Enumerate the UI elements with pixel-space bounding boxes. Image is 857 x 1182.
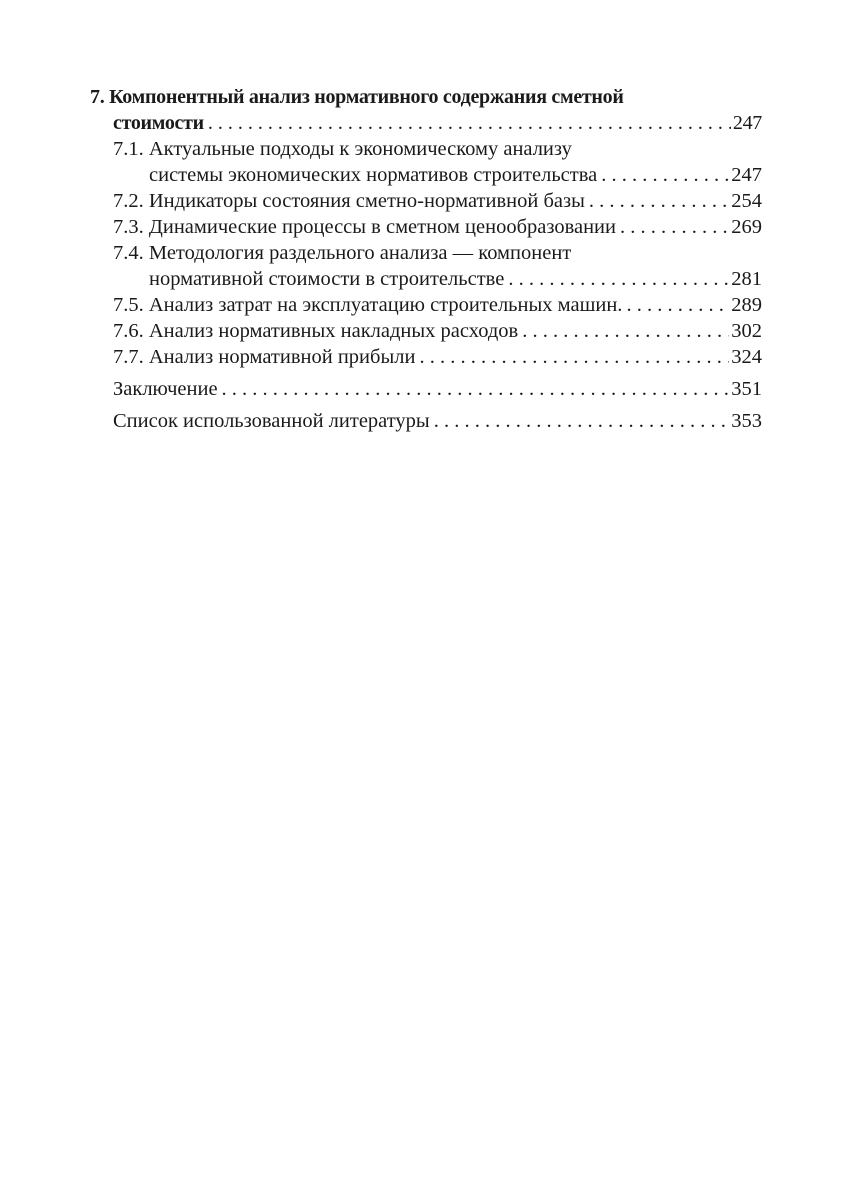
chapter-7-title-cont: стоимости xyxy=(113,112,204,134)
dot-leader xyxy=(522,318,729,344)
toc-entry-label-cont: нормативной стоимости в строительстве xyxy=(149,268,505,290)
toc-entry-page: 324 xyxy=(731,346,762,368)
toc-entry-label: 7.7. Анализ нормативной прибыли xyxy=(113,346,416,368)
toc-entry-page: 351 xyxy=(731,378,762,400)
toc-entry-page: 302 xyxy=(731,320,762,342)
dot-leader xyxy=(208,110,731,136)
toc-entry-label: 7.3. Динамические процессы в сметном ценообразовании xyxy=(113,216,616,238)
chapter-7-page: 247 xyxy=(732,112,762,134)
toc-entry-label: 7.6. Анализ нормативных накладных расходов xyxy=(113,320,519,342)
toc-entry-label: 7.1. Актуальные подходы к экономическому анализу xyxy=(113,138,572,160)
dot-leader xyxy=(601,162,729,188)
toc-entry-7-7 xyxy=(90,344,762,370)
chapter-7-title: 7. Компонентный анализ нормативного содержания сметной xyxy=(90,86,624,108)
toc-entry-7-6 xyxy=(90,318,762,344)
table-of-contents xyxy=(90,84,762,434)
toc-entry-7-4 xyxy=(90,240,762,266)
chapter-7-title-line2 xyxy=(90,110,762,136)
toc-entry-label: Список использованной литературы xyxy=(113,410,430,432)
toc-entry-7-1-cont xyxy=(90,162,762,188)
toc-entry-page: 289 xyxy=(731,294,762,316)
toc-entry-page: 269 xyxy=(731,216,762,238)
toc-entry-label: 7.4. Методология раздельного анализа — компонент xyxy=(113,242,572,264)
dot-leader xyxy=(620,214,729,240)
toc-entry-label: 7.2. Индикаторы состояния сметно-нормативной базы xyxy=(113,190,585,212)
dot-leader xyxy=(222,376,730,402)
dot-leader xyxy=(508,266,729,292)
toc-entry-label-cont: системы экономических нормативов строительства xyxy=(149,164,598,186)
toc-entry-label: 7.5. Анализ затрат на эксплуатацию строительных машин. xyxy=(113,294,623,316)
dot-leader xyxy=(419,344,729,370)
toc-entry-7-2 xyxy=(90,188,762,214)
toc-entry-7-1 xyxy=(90,136,762,162)
chapter-7-title-line1 xyxy=(90,84,762,110)
toc-entry-7-4-cont xyxy=(90,266,762,292)
toc-entry-page: 254 xyxy=(731,190,762,212)
toc-entry-references xyxy=(90,408,762,434)
dot-leader xyxy=(626,292,729,318)
dot-leader xyxy=(434,408,730,434)
toc-entry-page: 247 xyxy=(731,164,762,186)
toc-entry-7-5 xyxy=(90,292,762,318)
toc-entry-page: 353 xyxy=(731,410,762,432)
toc-entry-7-3 xyxy=(90,214,762,240)
toc-entry-conclusion xyxy=(90,376,762,402)
toc-entry-page: 281 xyxy=(731,268,762,290)
toc-entry-label: Заключение xyxy=(113,378,218,400)
dot-leader xyxy=(589,188,729,214)
